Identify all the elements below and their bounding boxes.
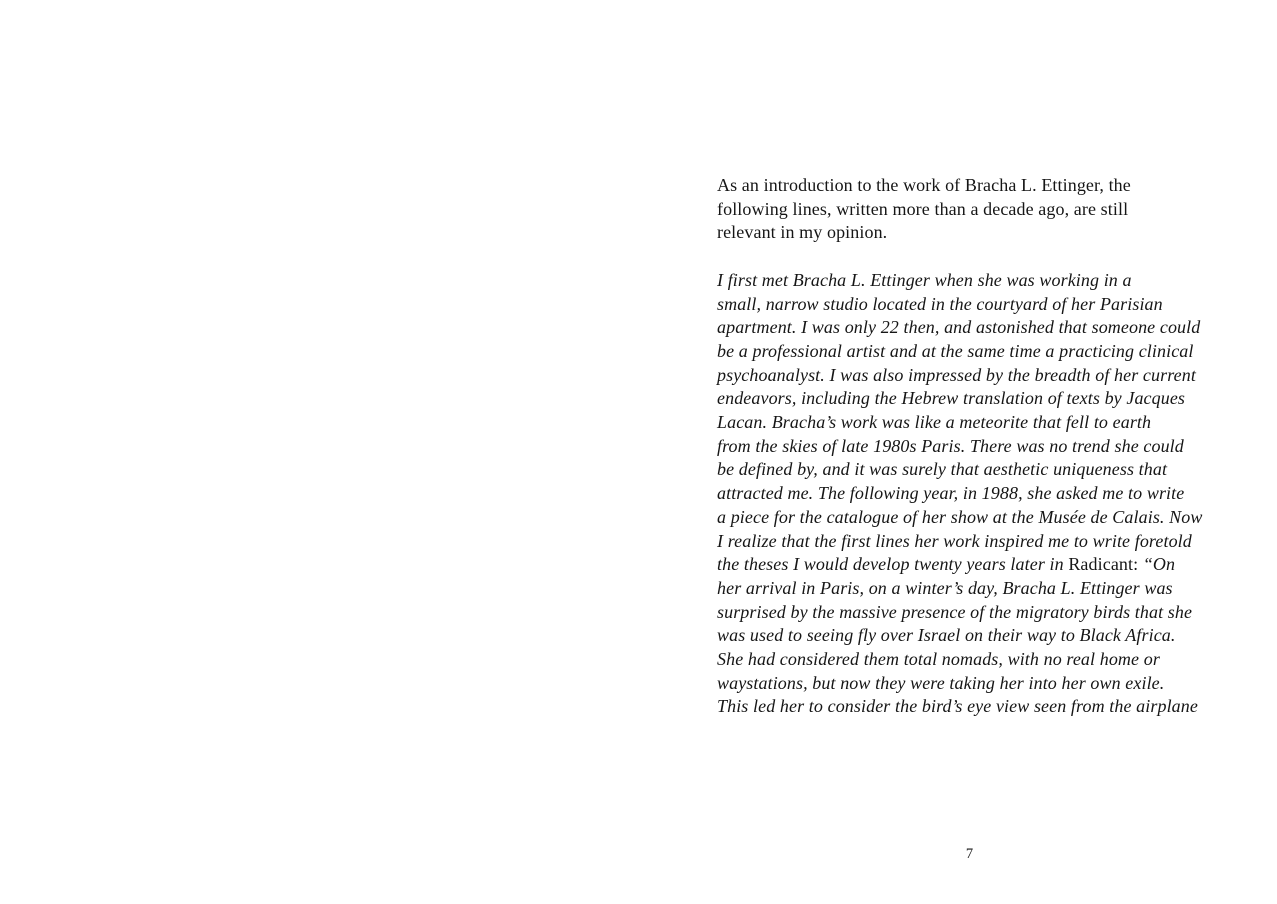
text-line: I first met Bracha L. Ettinger when she was working in a <box>717 269 1132 290</box>
paragraph <box>717 174 1242 245</box>
text-line: following lines, written more than a decade ago, are still <box>717 198 1129 219</box>
text-line: surprised by the massive presence of the migratory birds that she <box>717 601 1193 622</box>
text-line: Lacan. Bracha’s work was like a meteorite that fell to earth <box>717 412 1152 433</box>
text-line: be a professional artist and at the same time a practicing clinical <box>717 340 1194 361</box>
text-line: She had considered them total nomads, with no real home or <box>717 649 1160 670</box>
text-line: psychoanalyst. I was also impressed by the breadth of her current <box>717 364 1196 385</box>
text-line: attracted me. The following year, in 1988, she asked me to write <box>717 483 1185 504</box>
text-block <box>717 174 1242 743</box>
text-line: was used to seeing fly over Israel on their way to Black Africa. <box>717 625 1176 646</box>
text-line: As an introduction to the work of Bracha L. Ettinger, the <box>717 175 1131 195</box>
text-segment: the theses I would develop twenty years later in <box>717 554 1069 575</box>
text-segment: “On <box>1142 554 1176 575</box>
text-line: her arrival in Paris, on a winter’s day, Bracha L. Ettinger was <box>717 577 1173 598</box>
text-segment: Radicant: <box>1068 554 1143 575</box>
page-number: 7 <box>965 846 974 862</box>
paragraph <box>717 269 1242 719</box>
text-line: apartment. I was only 22 then, and astonished that someone could <box>717 317 1201 338</box>
text-line: be defined by, and it was surely that aesthetic uniqueness that <box>717 459 1168 480</box>
text-line: a piece for the catalogue of her show at the Musée de Calais. Now <box>717 506 1203 527</box>
text-line: small, narrow studio located in the courtyard of her Parisian <box>717 293 1163 314</box>
text-line: from the skies of late 1980s Paris. There was no trend she could <box>717 435 1184 456</box>
text-line: endeavors, including the Hebrew translation of texts by Jacques <box>717 388 1186 409</box>
text-line: waystations, but now they were taking her into her own exile. <box>717 672 1165 693</box>
text-line: I realize that the first lines her work inspired me to write foretold <box>717 530 1192 551</box>
text-line <box>717 553 1242 577</box>
text-line: relevant in my opinion. <box>717 222 888 243</box>
text-line: This led her to consider the bird’s eye view seen from the airplane <box>717 696 1198 717</box>
